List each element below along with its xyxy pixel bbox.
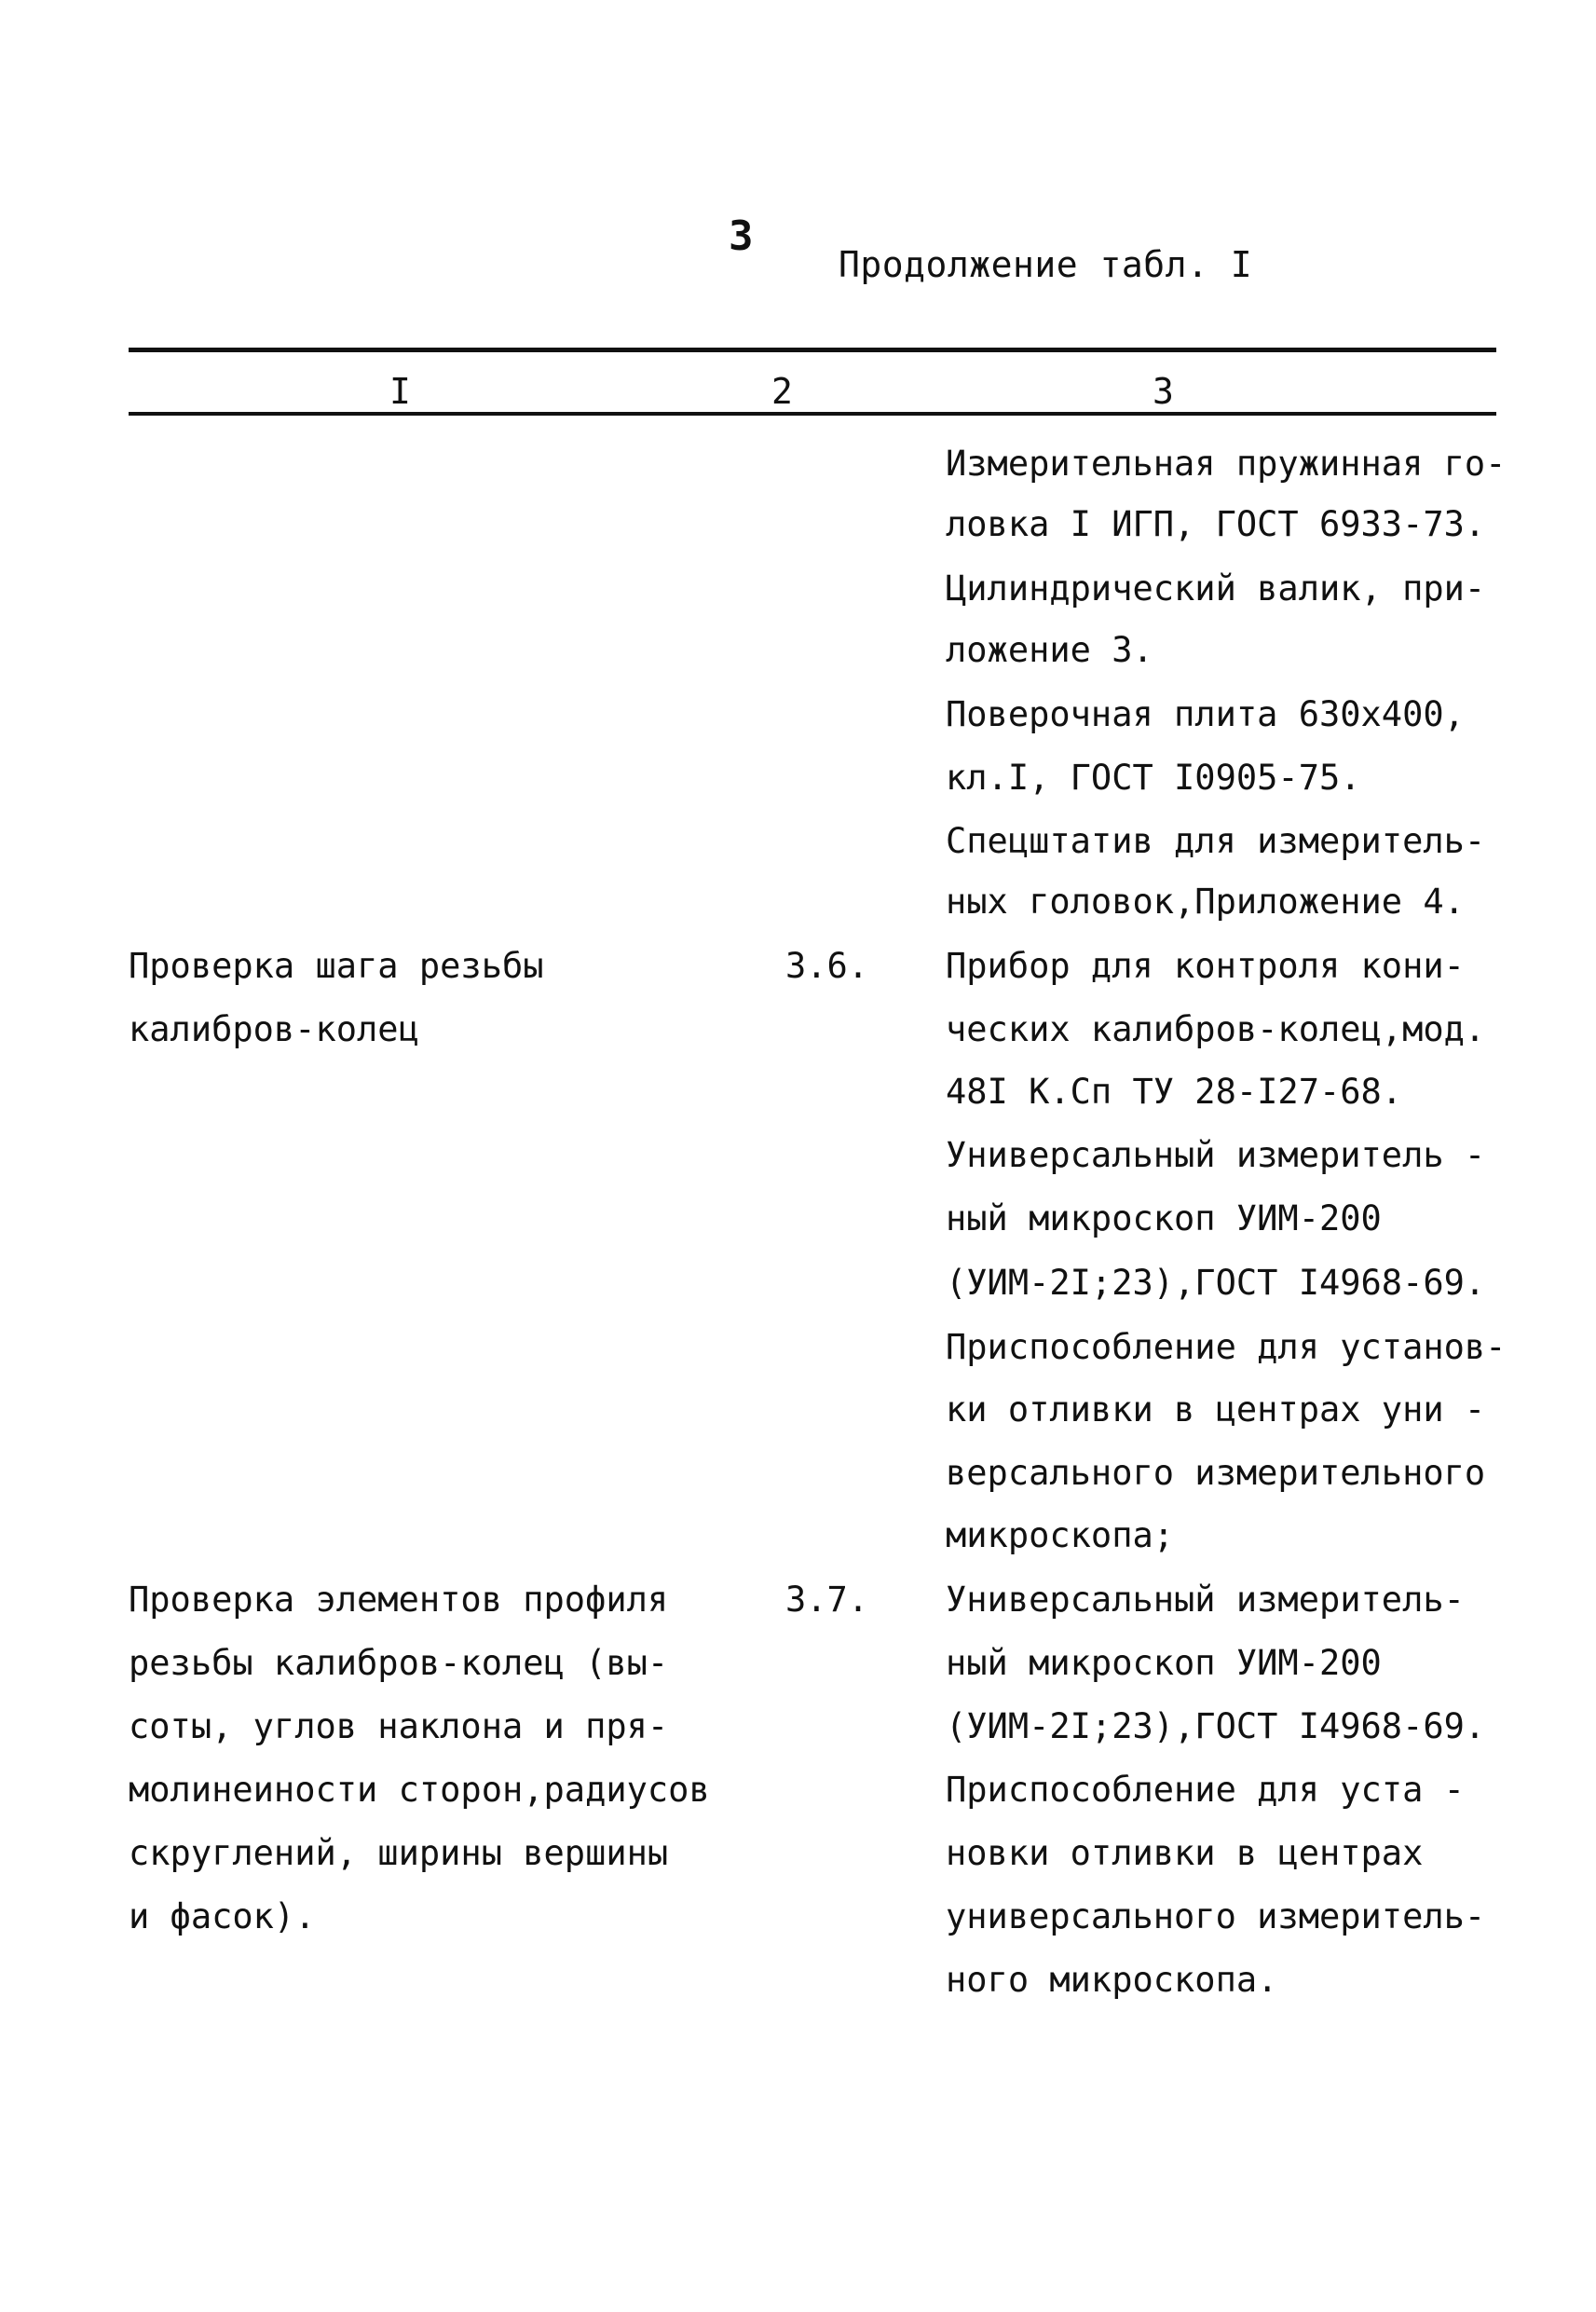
row36-col3-line: Приспособление для установ- — [946, 1327, 1507, 1367]
row1-col3-line: Цилиндрический валик, при- — [946, 568, 1486, 609]
row36-clause-number: 3.6. — [785, 946, 869, 986]
row37-col1-line: молинеиности сторон,радиусов — [129, 1770, 710, 1810]
row1-col3-line: Поверочная плита 630х400, — [946, 694, 1465, 734]
row36-col3-line: Универсальный измеритель - — [946, 1135, 1486, 1175]
row1-col3-line: Измерительная пружинная го- — [946, 444, 1507, 484]
row36-col3-line: версального измерительного — [946, 1453, 1486, 1493]
continuation-caption: Продолжение табл. I — [839, 244, 1253, 285]
row36-col1-line: Проверка шага резьбы — [129, 946, 544, 986]
row36-col3-line: ки отливки в центрах уни - — [946, 1389, 1486, 1430]
table-header-rule — [129, 412, 1496, 416]
row36-col3-line: ный микроскоп УИМ-200 — [946, 1198, 1382, 1238]
row37-col1-line: резьбы калибров-колец (вы- — [129, 1643, 669, 1683]
column-header-2: 2 — [771, 371, 793, 412]
row37-col3-line: ного микроскопа. — [946, 1960, 1278, 2000]
row37-col3-line: Универсальный измеритель- — [946, 1580, 1465, 1620]
row37-col1-line: скруглений, ширины вершины — [129, 1833, 669, 1873]
page-number: 3 — [729, 212, 754, 260]
row37-col3-line: (УИМ-2I;23),ГОСТ I4968-69. — [946, 1706, 1486, 1746]
row1-col3-line: ных головок,Приложение 4. — [946, 882, 1465, 922]
row37-col1-line: и фасок). — [129, 1896, 316, 1936]
row37-col1-line: соты, углов наклона и пря- — [129, 1706, 669, 1746]
row37-col3-line: ный микроскоп УИМ-200 — [946, 1643, 1382, 1683]
column-header-1: I — [389, 371, 411, 412]
row37-col3-line: универсального измеритель- — [946, 1896, 1486, 1936]
table-top-rule — [129, 348, 1496, 352]
row36-col3-line: 48I К.Сп ТУ 28-I27-68. — [946, 1072, 1403, 1112]
row36-col3-line: (УИМ-2I;23),ГОСТ I4968-69. — [946, 1263, 1486, 1303]
row36-col1-line: калибров-колец — [129, 1009, 419, 1049]
row1-col3-line: ложение 3. — [946, 630, 1153, 670]
row37-col3-line: Приспособление для уста - — [946, 1770, 1465, 1810]
row36-col3-line: ческих калибров-колец,мод. — [946, 1009, 1486, 1049]
column-header-3: 3 — [1153, 371, 1174, 412]
row1-col3-line: ловка I ИГП, ГОСТ 6933-73. — [946, 504, 1486, 544]
row1-col3-line: кл.I, ГОСТ I0905-75. — [946, 758, 1361, 798]
row36-col3-line: микроскопа; — [946, 1515, 1175, 1555]
row37-clause-number: 3.7. — [785, 1580, 869, 1620]
row36-col3-line: Прибор для контроля кони- — [946, 946, 1465, 986]
row37-col3-line: новки отливки в центрах — [946, 1833, 1424, 1873]
row1-col3-line: Спецштатив для измеритель- — [946, 821, 1486, 861]
row37-col1-line: Проверка элементов профиля — [129, 1580, 669, 1620]
